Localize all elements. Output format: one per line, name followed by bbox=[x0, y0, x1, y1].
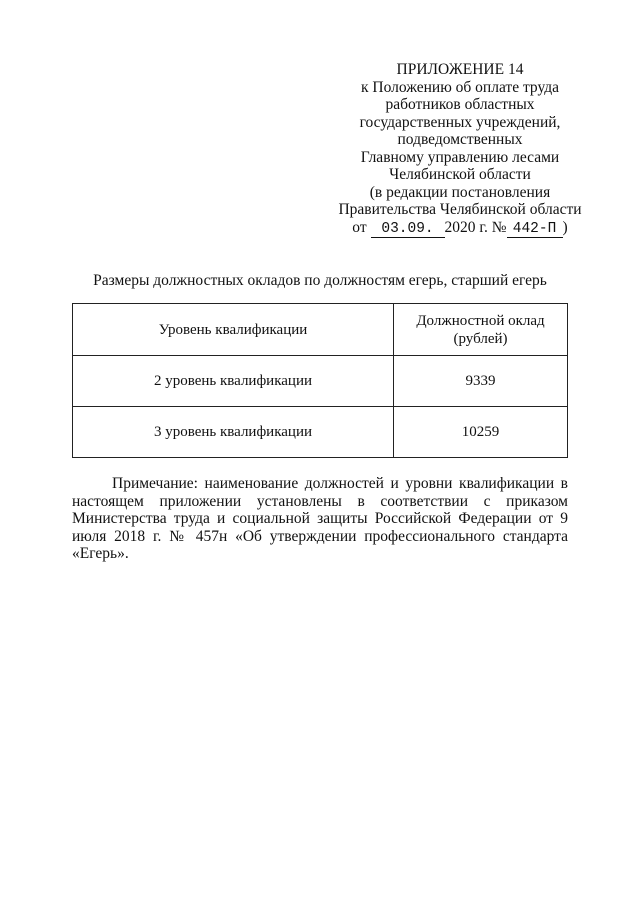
qualification-cell: 3 уровень квалификации bbox=[73, 407, 394, 458]
column-header-qualification: Уровень квалификации bbox=[73, 304, 394, 356]
date-year: 2020 г. № bbox=[444, 218, 507, 236]
date-suffix: ) bbox=[562, 218, 568, 236]
salary-cell: 10259 bbox=[394, 407, 568, 458]
appendix-line: работников областных bbox=[385, 96, 535, 113]
appendix-line: государственных учреждений, bbox=[359, 113, 561, 131]
date-prefix: от bbox=[352, 218, 367, 236]
appendix-line: Правительства Челябинской области bbox=[338, 201, 582, 218]
appendix-line: Челябинской области bbox=[389, 166, 531, 183]
appendix-title: ПРИЛОЖЕНИЕ 14 bbox=[396, 61, 524, 78]
salary-cell: 9339 bbox=[394, 356, 568, 407]
qualification-cell: 2 уровень квалификации bbox=[73, 356, 394, 407]
appendix-line: Главному управлению лесами bbox=[360, 148, 560, 166]
resolution-date: 03.09. bbox=[371, 222, 445, 238]
salary-table bbox=[72, 303, 568, 458]
appendix-line: подведомственных bbox=[397, 131, 523, 148]
appendix-line: (в редакции постановления bbox=[369, 183, 551, 201]
resolution-date-line bbox=[330, 219, 590, 238]
document-title: Размеры должностных окладов по должностям егерь, старший егерь bbox=[93, 272, 547, 289]
table-row bbox=[73, 356, 568, 407]
column-header-salary: Должностной оклад (рублей) bbox=[394, 304, 568, 356]
appendix-line: к Положению об оплате труда bbox=[360, 78, 560, 96]
appendix-header bbox=[330, 61, 590, 238]
note-paragraph: Примечание: наименование должностей и уровни квалификации в настоящем приложении установлены в соответствии с приказом Министерства труда и социальной защиты Российской Федерации от 9 июля 2018 г. № 457н «Об утверждении профессионального стандарта «Егерь». bbox=[72, 475, 568, 562]
resolution-number: 442-П bbox=[507, 222, 563, 238]
table-header-row bbox=[73, 304, 568, 356]
table-row bbox=[73, 407, 568, 458]
